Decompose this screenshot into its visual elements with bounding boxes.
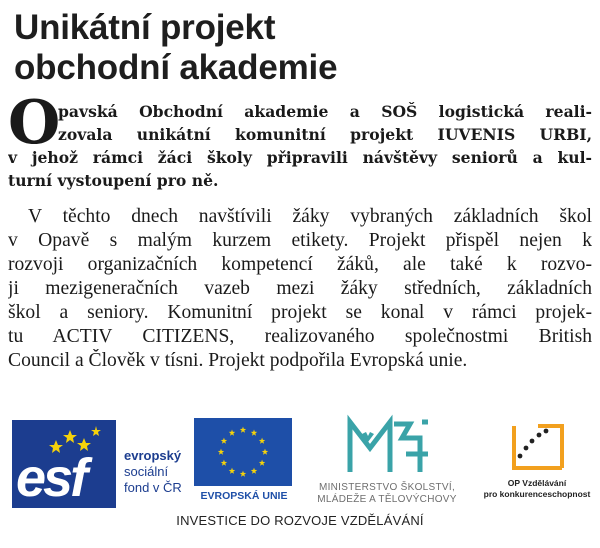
esf-wordmark: esf xyxy=(16,448,86,508)
eu-flag-icon xyxy=(194,418,292,486)
op-emblem-icon xyxy=(478,416,596,476)
esf-caption-line2: sociální xyxy=(124,464,169,479)
body-line: Council a Člověk v tísni. Projekt podpořila Evropská unie. xyxy=(8,350,468,371)
eu-label: EVROPSKÁ UNIE xyxy=(200,490,288,502)
op-caption-line1: OP Vzdělávání xyxy=(507,478,567,488)
body-line: tu ACTIV CITIZENS, realizovaného společnostmi British xyxy=(8,326,592,347)
eu-star-icon xyxy=(240,471,246,477)
eu-star-icon xyxy=(259,460,265,466)
esf-caption xyxy=(124,448,182,496)
article-title xyxy=(14,8,594,88)
eu-star-icon xyxy=(229,468,235,474)
esf-logo xyxy=(12,420,182,508)
eu-star-icon xyxy=(218,449,224,455)
msmt-caption xyxy=(302,482,472,506)
eu-star-icon xyxy=(259,438,265,444)
lead-line: zovala unikátní komunitní projekt IUVENIS URBI, xyxy=(58,125,592,144)
esf-logo-box xyxy=(12,420,116,508)
eu-star-icon xyxy=(221,460,227,466)
esf-caption-line1: evropský xyxy=(124,448,182,463)
body-line: rozvoji organizačních kompetencí žáků, ale také k rozvo- xyxy=(8,254,592,275)
eu-star-icon xyxy=(229,430,235,436)
msmt-caption-line1: MINISTERSTVO ŠKOLSTVÍ, xyxy=(318,482,456,493)
investice-tagline: INVESTICE DO ROZVOJE VZDĚLÁVÁNÍ xyxy=(176,513,424,528)
lead-line: v jehož rámci žáci školy připravili návštěvy seniorů a kul- xyxy=(8,148,592,167)
title-line-1: Unikátní projekt xyxy=(14,8,276,47)
body-paragraph xyxy=(8,205,592,373)
body-line: ji mezigeneračních vazeb mezi žáky středních, základních xyxy=(8,278,592,299)
eu-logo xyxy=(192,418,296,510)
eu-star-icon xyxy=(251,468,257,474)
eu-stars-icon xyxy=(194,418,292,486)
lead-line: pavská Obchodní akademie a SOŠ logistická reali- xyxy=(58,102,592,121)
op-logo xyxy=(478,416,596,516)
msmt-logo xyxy=(302,414,472,514)
eu-star-icon xyxy=(251,430,257,436)
body-line: škol a seniory. Komunitní projekt se konal v rámci projek- xyxy=(8,302,592,323)
msmt-monogram-icon xyxy=(302,414,472,480)
eu-star-icon xyxy=(221,438,227,444)
lead-line: turní vystoupení pro ně. xyxy=(8,171,219,190)
title-line-2: obchodní akademie xyxy=(14,48,338,87)
op-caption-line2: pro konkurenceschopnost xyxy=(483,489,591,499)
eu-star-icon xyxy=(240,427,246,433)
op-caption xyxy=(478,478,596,500)
body-line: v Opavě s malým kurzem etikety. Projekt přispěl nejen k xyxy=(8,230,592,251)
body-line: V těchto dnech navštívili žáky vybraných základních škol xyxy=(28,206,592,227)
msmt-caption-line2: MLÁDEŽE A TĚLOVÝCHOVY xyxy=(317,494,457,505)
lead-paragraph xyxy=(8,88,592,192)
eu-star-icon xyxy=(262,449,268,455)
drop-cap: O xyxy=(8,88,61,158)
esf-caption-line3: fond v ČR xyxy=(124,480,182,495)
funding-logos xyxy=(0,410,600,548)
